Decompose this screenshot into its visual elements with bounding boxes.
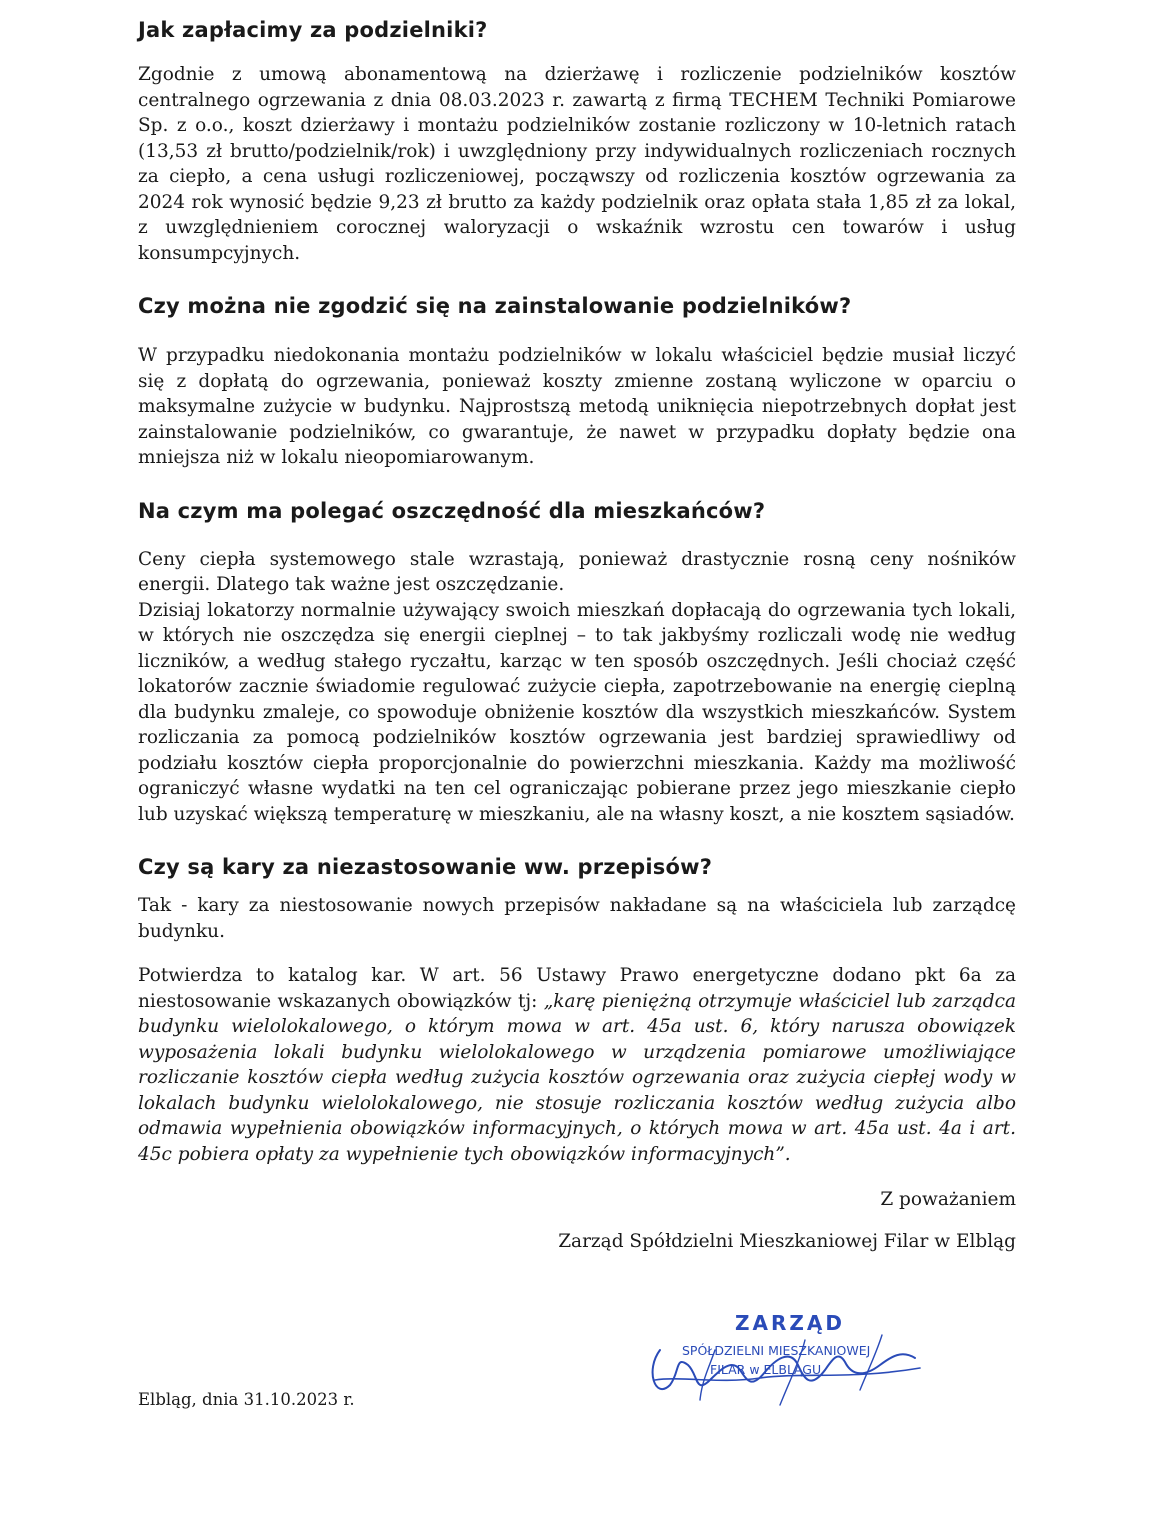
section-paragraph-penalties-2: [138, 963, 1016, 1167]
stamp-svg: [640, 1310, 940, 1420]
section-paragraph-payment: Zgodnie z umową abonamentową na dzierżawę i rozliczenie podzielników kosztów centralnego ogrzewania z dnia 08.03.2023 r. zawartą z firmą TECHEM Techniki Pomiarowe Sp. z o.o., koszt dzierżawy i montażu podzielników zostanie rozliczony w 10-letnich ratach (13,53 zł brutto/podzielnik/rok) i uwzględniony przy indywidualnych rozliczeniach rocznych za ciepło, a cena usługi rozliczeniowej, począwszy od rozliczenia kosztów ogrzewania za 2024 rok wynosić będzie 9,23 zł brutto za każdy podzielnik oraz opłata stała 1,85 zł za lokal, z uwzględnieniem corocznej waloryzacji o wskaźnik wzrostu cen towarów i usług konsumpcyjnych.: [138, 64, 1016, 264]
section-paragraph-penalties-1: Tak - kary za niestosowanie nowych przepisów nakładane są na właściciela lub zarządcę budynku.: [138, 895, 1016, 942]
stamp-title: ZARZĄD: [735, 1311, 845, 1335]
stamp-line-2: FILAR w ELBLĄGU: [710, 1362, 822, 1377]
stamp-and-signature: [640, 1310, 940, 1420]
section-paragraph-refusal: W przypadku niedokonania montażu podzielników w lokalu właściciel będzie musiał liczyć się z dopłatą do ogrzewania, ponieważ koszty zmienne zostaną wyliczone w oparciu o maksymalne zużycie w budynku. Najprostszą metodą uniknięcia niepotrzebnych dopłat jest zainstalowanie podzielników, co gwarantuje, że nawet w przypadku dopłaty będzie ona mniejsza niż w lokalu nieopomiarowanym.: [138, 345, 1016, 468]
section-heading-refusal: Czy można nie zgodzić się na zainstalowanie podzielników?: [138, 294, 852, 318]
document-page: [138, 14, 1016, 1254]
penalties-intro-text: Potwierdza to katalog kar. W art. 56 Ustawy Prawo energetyczne dodano pkt 6a za niestosowanie wskazanych obowiązków tj:: [138, 965, 1016, 1012]
section-heading-payment: Jak zapłacimy za podzielniki?: [138, 18, 488, 42]
closing-signatory: Zarząd Spółdzielni Mieszkaniowej Filar w Elbląg: [558, 1230, 1016, 1252]
closing-greeting: Z poważaniem: [880, 1189, 1016, 1210]
section-heading-savings: Na czym ma polegać oszczędność dla mieszkańców?: [138, 498, 766, 523]
stamp-line-1: SPÓŁDZIELNI MIESZKANIOWEJ: [682, 1343, 871, 1358]
section-paragraph-savings-2: Dzisiaj lokatorzy normalnie używający swoich mieszkań dopłacają do ogrzewania tych lokali, w których nie oszczędza się energii cieplnej – to tak jakbyśmy rozliczali wodę nie według liczników, a według stałego ryczałtu, karząc w ten sposób oszczędnych. Jeśli chociaż część lokatorów zacznie świadomie regulować zużycie ciepła, zapotrzebowanie na energię cieplną dla budynku zmaleje, co spowoduje obniżenie kosztów dla wszystkich mieszkańców. System rozliczania za pomocą podzielników kosztów ogrzewania jest bardziej sprawiedliwy od podziału kosztów ciepła proporcjonalnie do powierzchni mieszkania. Każdy ma możliwość ograniczyć własne wydatki na ten cel ograniczając pobierane przez jego mieszkanie ciepło lub uzyskać większą temperaturę w mieszkaniu, ale na własny koszt, a nie kosztem sąsiadów.: [138, 599, 1016, 825]
penalties-quote-text: „karę pieniężną otrzymuje właściciel lub zarządca budynku wielolokalowego, o którym mowa w art. 45a ust. 6, który narusza obowiązek wyposażenia lokali budynku wielolokalowego w urządzenia pomiarowe umożliwiające rozliczanie kosztów ciepła według zużycia kosztów ogrzewania oraz zużycia ciepłej wody w lokalach budynku wielolokalowego, nie stosuje rozliczania kosztów według zużycia albo odmawia wypełnienia obowiązków informacyjnych, o których mowa w art. 45a ust. 4a i art. 45c pobiera opłaty za wypełnienie tych obowiązków informacyjnych”.: [138, 990, 1016, 1165]
footer-date: Elbląg, dnia 31.10.2023 r.: [138, 1390, 355, 1409]
section-paragraph-savings-1: Ceny ciepła systemowego stale wzrastają, ponieważ drastycznie rosną ceny nośników energii. Dlatego tak ważne jest oszczędzanie.: [138, 548, 1016, 595]
section-heading-penalties: Czy są kary za niezastosowanie ww. przepisów?: [138, 855, 713, 879]
